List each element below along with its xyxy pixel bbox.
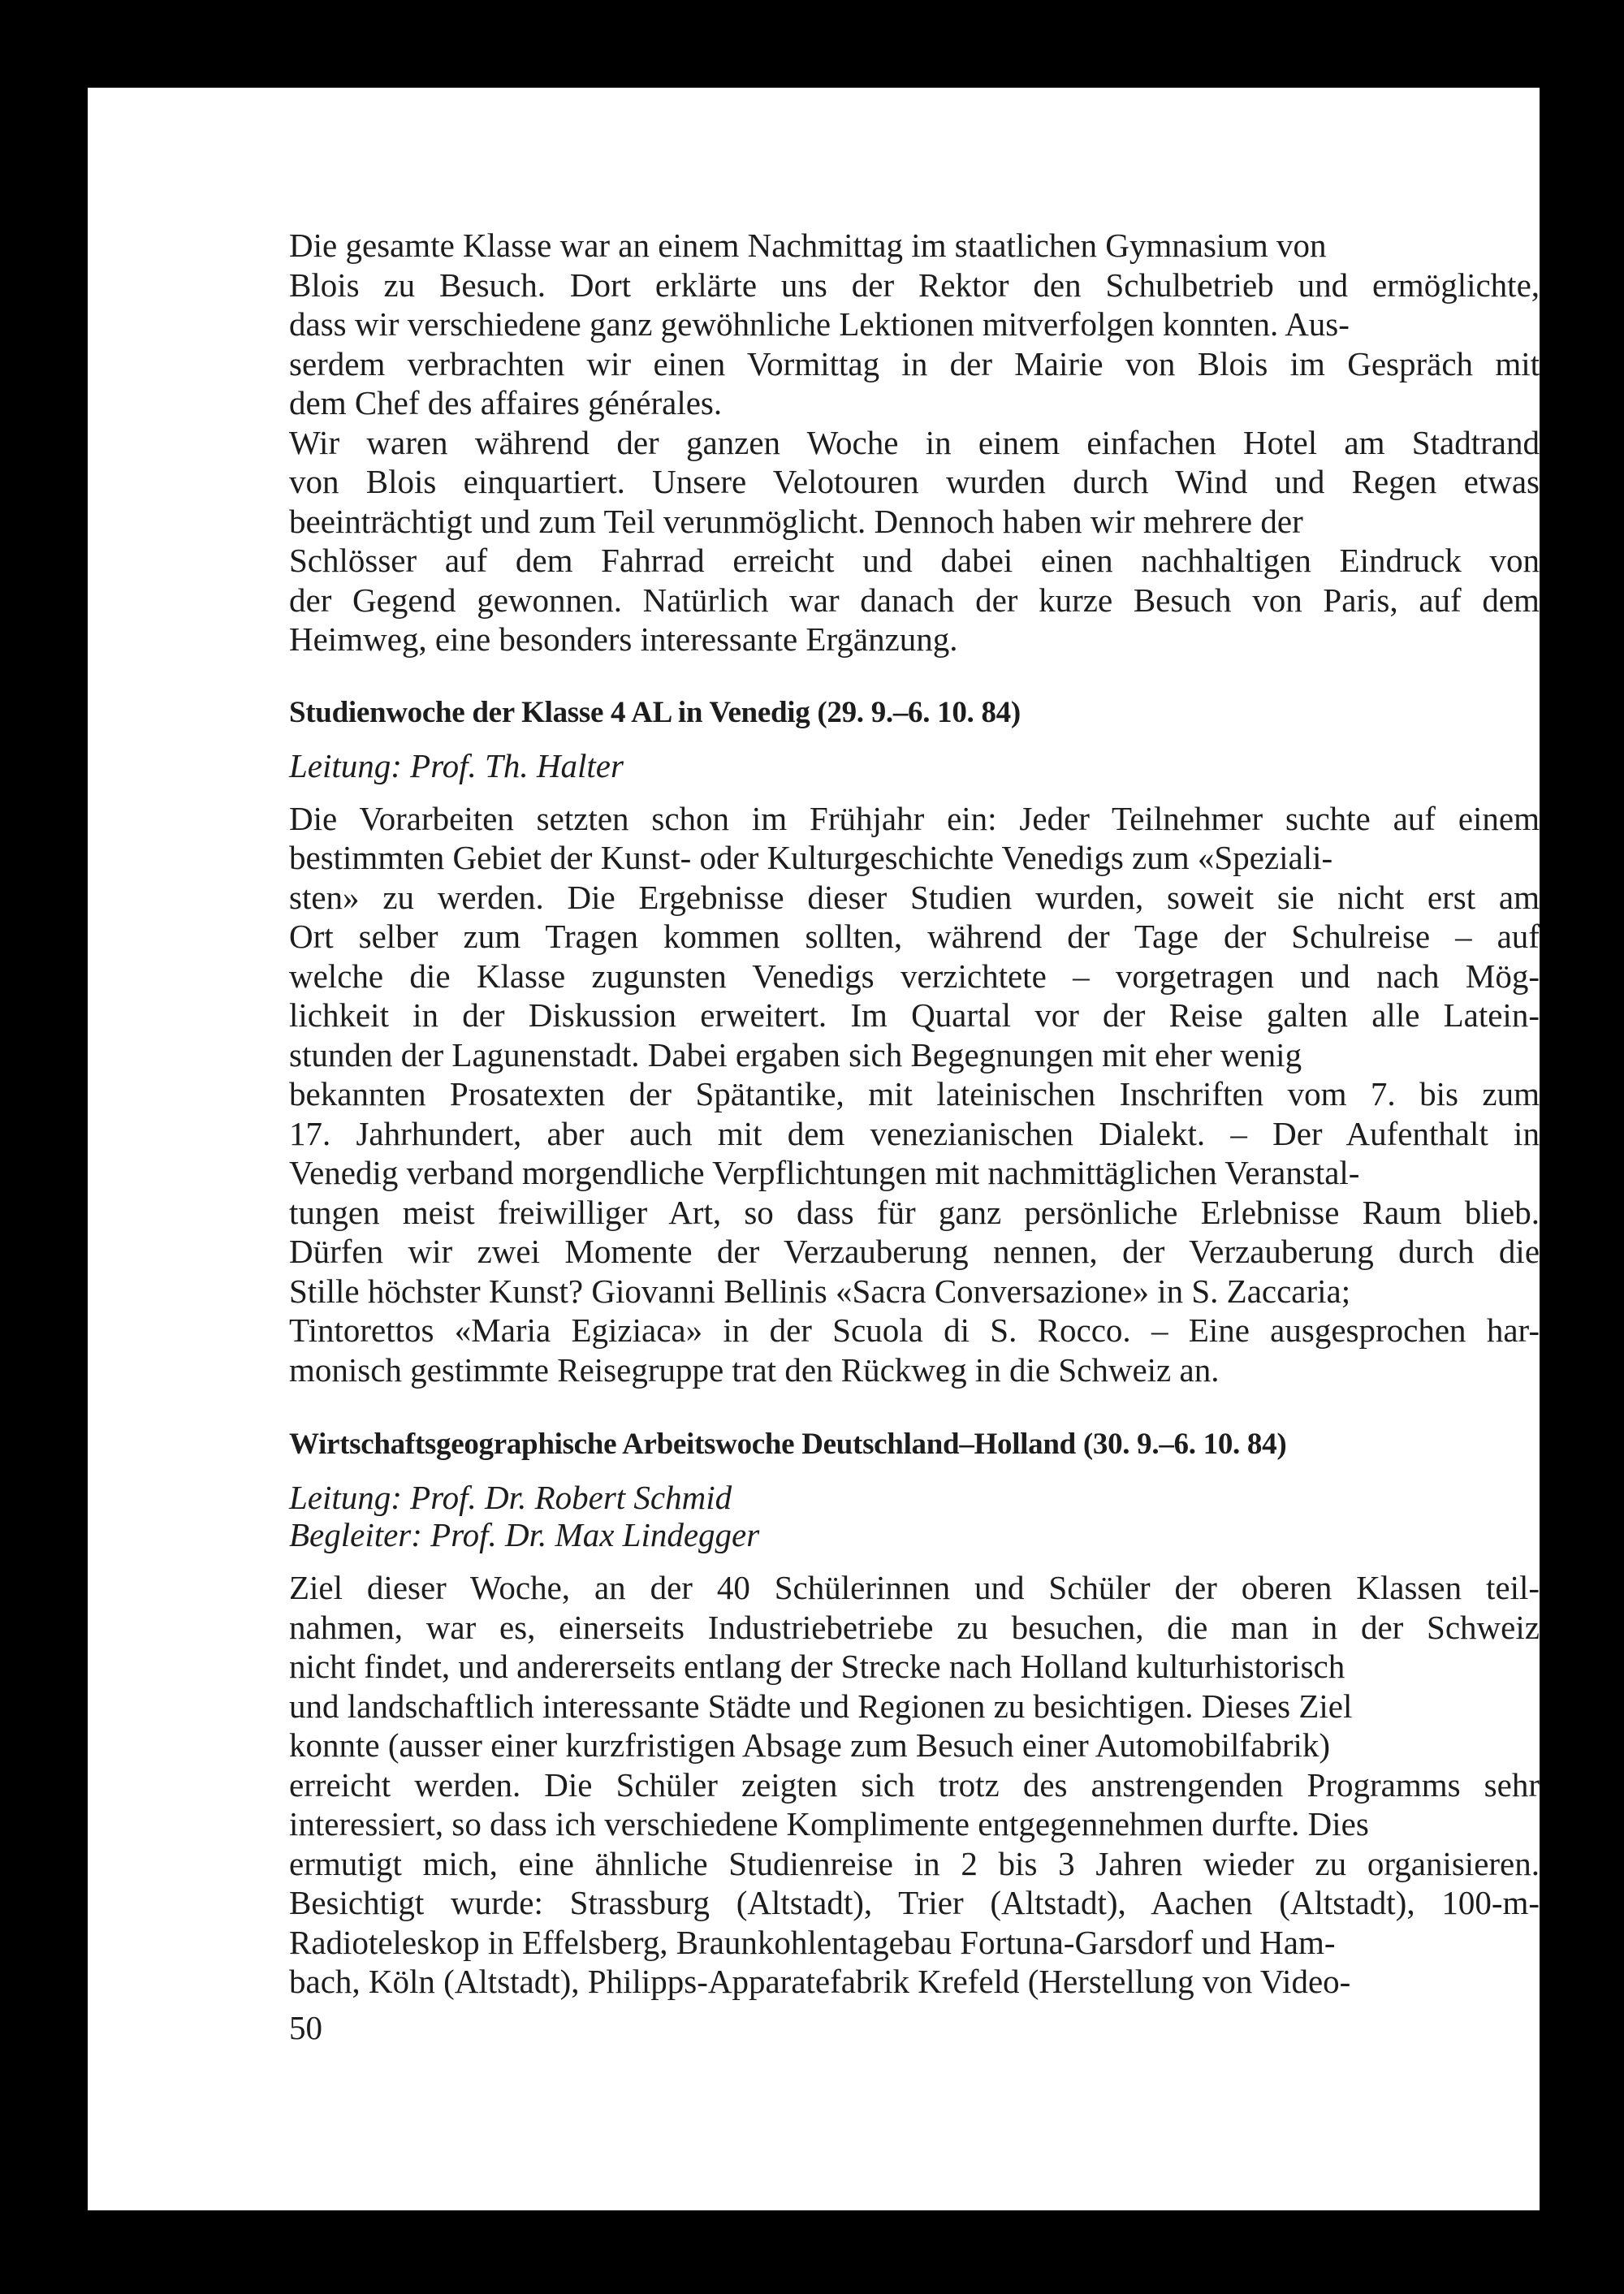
text-line: sten» zu werden. Die Ergebnisse dieser Studien wurden, soweit sie nicht erst am [289, 878, 1540, 916]
page-number: 50 [289, 2009, 322, 2046]
text-line: Blois zu Besuch. Dort erklärte uns der Rektor den Schulbetrieb und ermöglichte, [289, 266, 1540, 304]
text-line: nicht findet, und andererseits entlang der Strecke nach Holland kulturhistorisch [289, 1648, 1345, 1685]
section-heading-deutschland-holland: Wirtschaftsgeographische Arbeitswoche Deutschland–Holland (30. 9.–6. 10. 84) [289, 1428, 1287, 1461]
text-line: monisch gestimmte Reisegruppe trat den Rückweg in die Schweiz an. [289, 1350, 1220, 1389]
text-line: interessiert, so dass ich verschiedene Komplimente entgegennehmen durfte. Dies [289, 1805, 1369, 1843]
paragraph-blois-visit [289, 226, 1540, 423]
document-page [88, 88, 1540, 2210]
text-line: tungen meist freiwilliger Art, so dass für ganz persönliche Erlebnisse Raum blieb. [289, 1193, 1540, 1231]
text-line: lichkeit in der Diskussion erweitert. Im Quartal vor der Reise galten alle Latein- [289, 996, 1540, 1034]
text-line: bestimmten Gebiet der Kunst- oder Kulturgeschichte Venedigs zum «Speziali- [289, 839, 1333, 876]
page-content [289, 226, 1540, 2002]
text-line: Tintorettos «Maria Egiziaca» in der Scuola di S. Rocco. – Eine ausgesprochen har- [289, 1311, 1540, 1349]
section-heading-venedig: Studienwoche der Klasse 4 AL in Venedig (29. 9.–6. 10. 84) [289, 695, 1021, 729]
text-line: Stille höchster Kunst? Giovanni Bellinis «Sacra Conversazione» in S. Zaccaria; [289, 1272, 1351, 1310]
text-line: erreicht werden. Die Schüler zeigten sich trotz des anstrengenden Programms sehr [289, 1765, 1540, 1804]
text-line: ermutigt mich, eine ähnliche Studienreise in 2 bis 3 Jahren wieder zu organisieren. [289, 1844, 1540, 1882]
text-line: Heimweg, eine besonders interessante Ergänzung. [289, 620, 958, 658]
text-line: Radioteleskop in Effelsberg, Braunkohlentagebau Fortuna-Garsdorf und Ham- [289, 1923, 1336, 1961]
text-line: von Blois einquartiert. Unsere Velotouren wurden durch Wind und Regen etwas [289, 463, 1540, 500]
text-line: konnte (ausser einer kurzfristigen Absage zum Besuch einer Automobilfabrik) [289, 1726, 1331, 1764]
text-line: Ziel dieser Woche, an der 40 Schülerinnen und Schüler der oberen Klassen teil- [289, 1569, 1540, 1606]
text-line: Schlösser auf dem Fahrrad erreicht und dabei einen nachhaltigen Eindruck von [289, 542, 1540, 579]
leader-line: Leitung: Prof. Th. Halter [289, 746, 624, 784]
text-line: nahmen, war es, einerseits Industriebetriebe zu besuchen, die man in der Schweiz [289, 1608, 1540, 1646]
paragraph-deutschland-holland [289, 1568, 1540, 2002]
leader-line: Leitung: Prof. Dr. Robert Schmid [289, 1479, 732, 1516]
paragraph-blois-hotel [289, 423, 1540, 659]
text-line: bekannten Prosatexten der Spätantike, mit lateinischen Inschriften vom 7. bis zum [289, 1075, 1540, 1112]
text-line: dem Chef des affaires générales. [289, 384, 723, 421]
text-line: stunden der Lagunenstadt. Dabei ergaben sich Begegnungen mit eher wenig [289, 1035, 1302, 1074]
text-line: beeinträchtigt und zum Teil verunmöglicht. Dennoch haben wir mehrere der [289, 502, 1303, 540]
text-line: Die Vorarbeiten setzten schon im Frühjahr ein: Jeder Teilnehmer suchte auf einem [289, 799, 1540, 837]
text-line: Dürfen wir zwei Momente der Verzauberung nennen, der Verzauberung durch die [289, 1233, 1540, 1270]
text-line: welche die Klasse zugunsten Venedigs verzichtete – vorgetragen und nach Mög- [289, 957, 1540, 995]
text-line: 17. Jahrhundert, aber auch mit dem venezianischen Dialekt. – Der Aufenthalt in [289, 1114, 1540, 1152]
text-line: Venedig verband morgendliche Verpflichtungen mit nachmittäglichen Veranstal- [289, 1154, 1360, 1191]
section-leader-venedig [289, 747, 1540, 784]
text-line: dass wir verschiedene ganz gewöhnliche Lektionen mitverfolgen konnten. Aus- [289, 305, 1350, 343]
text-line: Ort selber zum Tragen kommen sollten, während der Tage der Schulreise – auf [289, 918, 1540, 955]
text-line: der Gegend gewonnen. Natürlich war danach der kurze Besuch von Paris, auf dem [289, 581, 1540, 619]
text-line: und landschaftlich interessante Städte und Regionen zu besichtigen. Dieses Ziel [289, 1687, 1353, 1725]
text-line: Wir waren während der ganzen Woche in einem einfachen Hotel am Stadtrand [289, 423, 1540, 461]
text-line: bach, Köln (Altstadt), Philipps-Apparatefabrik Krefeld (Herstellung von Video- [289, 1963, 1351, 2000]
companion-line: Begleiter: Prof. Dr. Max Lindegger [289, 1516, 760, 1553]
text-line: Besichtigt wurde: Strassburg (Altstadt), Trier (Altstadt), Aachen (Altstadt), 100-m- [289, 1884, 1540, 1921]
text-line: serdem verbrachten wir einen Vormittag in der Mairie von Blois im Gespräch mit [289, 344, 1540, 382]
section-leader-deutschland-holland [289, 1479, 1540, 1553]
paragraph-venedig [289, 799, 1540, 1390]
text-line: Die gesamte Klasse war an einem Nachmittag im staatlichen Gymnasium von [289, 227, 1327, 264]
